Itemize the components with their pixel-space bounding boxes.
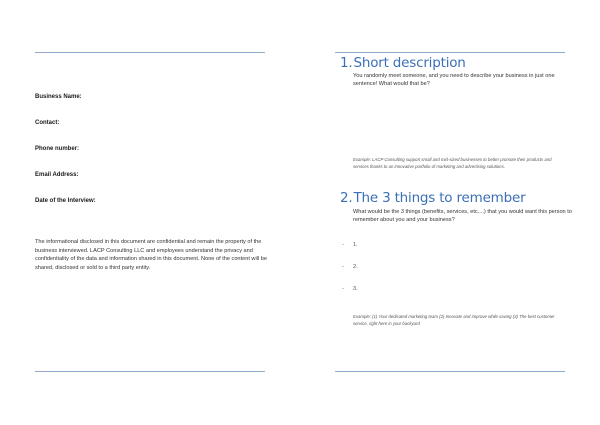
list-item — [342, 286, 358, 292]
list-item-number: 2. — [353, 264, 358, 270]
section2-number: 2. — [340, 190, 353, 206]
field-contact: Contact: — [35, 120, 60, 126]
bottom-divider — [335, 371, 565, 372]
list-item — [342, 264, 358, 270]
section1-prompt: You randomly meet someone, and you need to describe your business in just one sentence! What would that be? — [353, 73, 555, 88]
top-divider — [35, 52, 265, 53]
section1-heading — [340, 55, 466, 71]
section1-example: Example: LACP Consulting support small and mid-sized businesses to better promote their products and services thanks to an innovative portfolio of marketing and advertising solutions. — [353, 157, 552, 169]
section2-prompt: What would be the 3 things (benefits, services, etc....) that you would want this person to remember about you and your business? — [353, 209, 572, 224]
bullet-dash: - — [342, 242, 344, 248]
list-item-number: 1. — [353, 242, 358, 248]
field-phone-number: Phone number: — [35, 146, 80, 152]
field-business-name: Business Name: — [35, 94, 82, 100]
confidentiality-disclaimer: The informational disclosed in this document are confidential and remain the property of the business interviewed. LACP Consulting LLC and employees understand the privacy and confidentiality of the data and information shared in this document. None of the content will be shared, disclosed or sold to a third party entity. — [35, 239, 267, 271]
section2-example: Example: (1) Your dedicated marketing team (2) Innovate and improve while saving (3) The best customer service, right here in your backyard — [353, 314, 555, 326]
list-item — [342, 242, 358, 248]
top-divider — [335, 52, 565, 53]
section1-title: Short description — [353, 55, 466, 71]
list-item-number: 3. — [353, 286, 358, 292]
section2-title: The 3 things to remember — [353, 190, 526, 206]
right-page — [300, 0, 600, 425]
field-interview-date: Date of the Interview: — [35, 198, 96, 204]
bottom-divider — [35, 371, 265, 372]
bullet-dash: - — [342, 264, 344, 270]
field-email-address: Email Address: — [35, 172, 79, 178]
bullet-dash: - — [342, 286, 344, 292]
section1-number: 1. — [340, 55, 353, 71]
section2-heading — [340, 190, 525, 206]
